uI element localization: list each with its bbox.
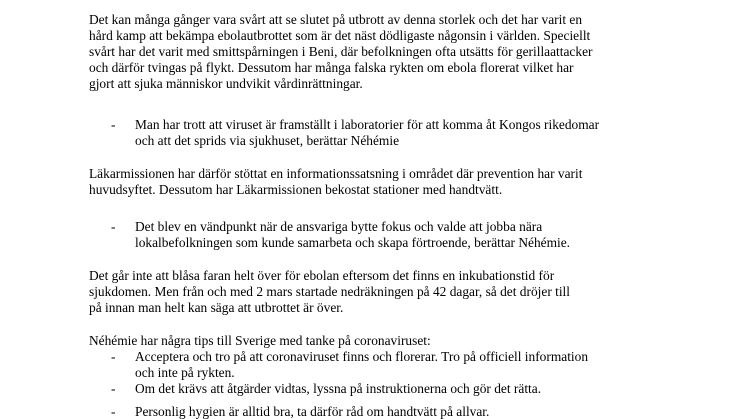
quote-1-line-2: och att det sprids via sjukhuset, berättar Néhémie — [135, 133, 400, 148]
paragraph-1-line-3: svårt har det varit med smittspårningen i Beni, där befolkningen ofta utsätts för gerillaattacker — [89, 44, 593, 59]
paragraph-3-line-1: Det går inte att blåsa faran helt över för ebolan eftersom det finns en inkubationstid för — [89, 268, 555, 283]
tip-3-dash: - — [111, 404, 116, 419]
quote-1-line-1: Man har trott att viruset är framställt i laboratorier för att komma åt Kongos rikedomar — [135, 117, 600, 132]
paragraph-1-line-5: gjort att sjuka människor undvikit vårdinrättningar. — [89, 76, 363, 91]
tip-2-line-1: Om det krävs att åtgärder vidtas, lyssna på instruktionerna och gör det rätta. — [135, 381, 542, 396]
tip-3-line-1: Personlig hygien är alltid bra, ta därför råd om handtvätt på allvar. — [135, 404, 490, 419]
paragraph-1-line-1: Det kan många gånger vara svårt att se slutet på utbrott av denna storlek och det har varit en — [89, 12, 583, 27]
paragraph-3-line-2: sjukdomen. Men från och med 2 mars startade nedräkningen på 42 dagar, så det dröjer till — [89, 284, 571, 299]
paragraph-2-line-2: huvudsyftet. Dessutom har Läkarmissionen bekostat stationer med handtvätt. — [89, 182, 503, 197]
tip-1-line-1: Acceptera och tro på att coronaviruset finns och florerar. Tro på officiell information — [135, 349, 589, 364]
paragraph-1-line-2: hård kamp att bekämpa ebolautbrottet som är det näst dödligaste någonsin i världen. Speciellt — [89, 28, 591, 43]
tips-intro: Néhémie har några tips till Sverige med tanke på coronaviruset: — [89, 333, 431, 348]
quote-2-line-2: lokalbefolkningen som kunde samarbeta och skapa förtroende, berättar Néhémie. — [135, 235, 571, 250]
tip-1-line-2: och inte på rykten. — [135, 365, 235, 380]
paragraph-2-line-1: Läkarmissionen har därför stöttat en informationssatsning i området där prevention har varit — [89, 166, 583, 181]
paragraph-1-line-4: och därför tvingas på flykt. Dessutom har många falska rykten om ebola florerat vilket har — [89, 60, 574, 75]
quote-2-dash: - — [111, 219, 116, 234]
quote-1-dash: - — [111, 117, 116, 132]
tip-1-dash: - — [111, 349, 116, 364]
tip-2-dash: - — [111, 381, 116, 396]
quote-2-line-1: Det blev en vändpunkt när de ansvariga bytte fokus och valde att jobba nära — [135, 219, 543, 234]
paragraph-3-line-3: på innan man helt kan säga att utbrottet är över. — [89, 300, 344, 315]
